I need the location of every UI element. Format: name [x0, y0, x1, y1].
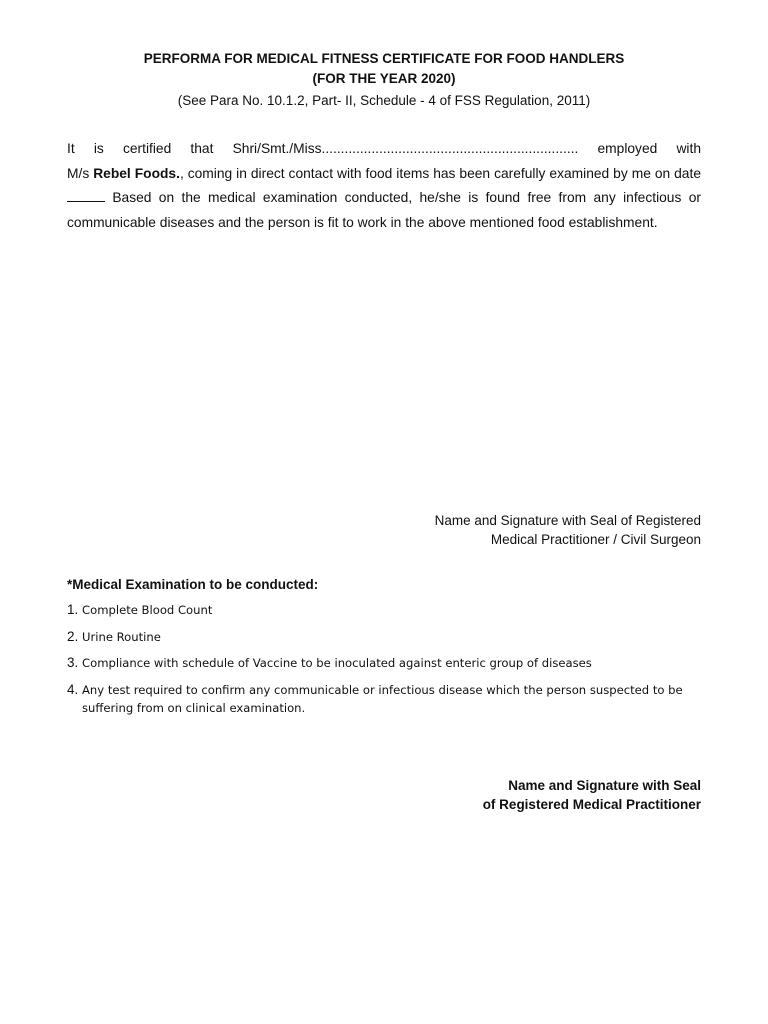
registered-practitioner-signature-block	[483, 776, 701, 814]
list-item-text: Urine Routine	[82, 629, 161, 644]
practitioner-signature-block	[435, 511, 701, 549]
certificate-line-2-text: , coming in direct contact with food items has been carefully examined by me on date	[179, 165, 701, 181]
list-number: 1.	[67, 602, 79, 617]
certificate-line-3-text: Based on the medical examination conducted, he/she is found free from any infectious or	[105, 190, 701, 205]
list-item-text: Complete Blood Count	[82, 603, 213, 617]
list-item	[67, 654, 687, 673]
signature-label-line-1: Name and Signature with Seal	[508, 778, 701, 793]
list-item	[67, 628, 687, 647]
regulation-reference: (See Para No. 10.1.2, Part- II, Schedule - 4 of FSS Regulation, 2011)	[177, 93, 591, 108]
document-subtitle: (FOR THE YEAR 2020)	[312, 71, 456, 86]
list-item	[67, 681, 687, 718]
exam-list	[67, 601, 687, 726]
signature-label-line-2: Medical Practitioner / Civil Surgeon	[490, 532, 701, 547]
company-name: Rebel Foods.	[93, 165, 180, 181]
certificate-line-1: It is certified that Shri/Smt./Miss................................................................... employed with	[67, 141, 701, 156]
list-number: 3.	[67, 655, 79, 670]
certificate-line-3	[67, 186, 701, 211]
list-item-text: Any test required to confirm any communicable or infectious disease which the person suspected to be suffering from on clinical examination.	[82, 682, 683, 715]
certificate-line-2	[67, 162, 701, 187]
signature-label-line-1: Name and Signature with Seal of Registered	[434, 513, 701, 528]
signature-label-line-2: of Registered Medical Practitioner	[482, 797, 701, 812]
list-item	[67, 601, 687, 620]
document-title: PERFORMA FOR MEDICAL FITNESS CERTIFICATE FOR FOOD HANDLERS	[143, 51, 625, 66]
certificate-line-4: communicable diseases and the person is fit to work in the above mentioned food establishment.	[67, 214, 658, 230]
company-prefix: M/s	[67, 165, 94, 181]
date-blank	[67, 188, 105, 202]
exam-heading: *Medical Examination to be conducted:	[67, 577, 319, 592]
list-item-text: Compliance with schedule of Vaccine to be inoculated against enteric group of diseases	[82, 656, 592, 670]
certificate-paragraph	[67, 137, 701, 235]
list-number: 2.	[67, 628, 79, 644]
list-number: 4.	[67, 681, 79, 697]
